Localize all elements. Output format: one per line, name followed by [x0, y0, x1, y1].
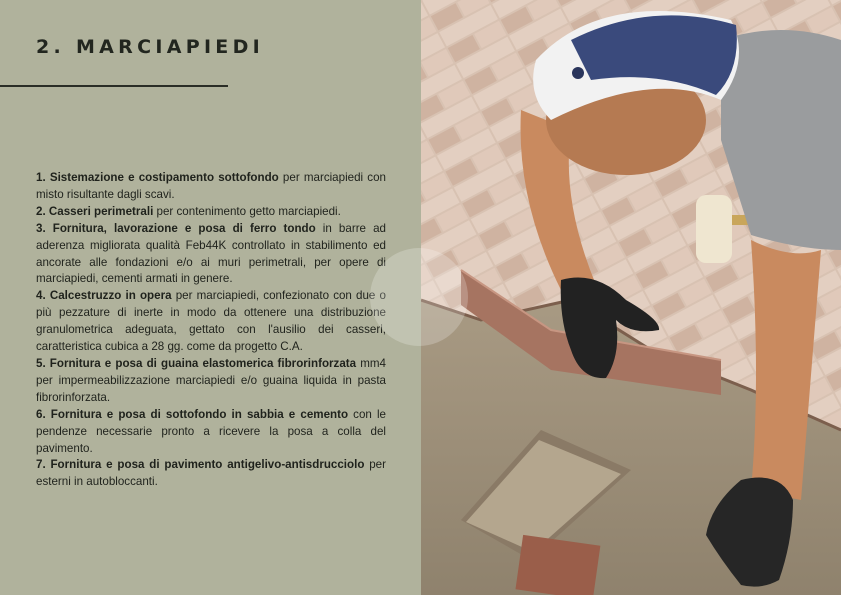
- list-item: [36, 356, 386, 407]
- list-item: [36, 407, 386, 458]
- item-heading: 4. Calcestruzzo in opera: [36, 289, 172, 303]
- item-text: in barre ad aderenza migliorata qualità Feb44K controllato in stabilimento ed ancorate alle fondazioni e/o ai muri perimetrali, per opere di marciapiedi, cementi armati in genere.: [36, 221, 386, 286]
- item-text: per esterni in autobloccanti.: [36, 458, 386, 489]
- item-text: mm4 per impermeabilizzazione marciapiedi e/o guaina liquida in pasta fibrorinforzata.: [36, 356, 387, 404]
- item-text: per marciapiedi con misto risultante dagli scavi.: [36, 171, 386, 201]
- item-text: per contenimento getto marciapiedi.: [153, 204, 341, 218]
- list-item: [36, 221, 386, 289]
- item-heading: 6. Fornitura e posa di sottofondo in sabbia e cemento: [36, 407, 349, 421]
- list-item: [36, 170, 386, 204]
- title-divider: [0, 85, 228, 87]
- watermark-circle: [370, 248, 468, 346]
- item-heading: 3. Fornitura, lavorazione e posa di ferro tondo: [36, 221, 316, 235]
- list-item: [36, 288, 386, 356]
- list-item: [36, 204, 386, 221]
- list-item: [36, 457, 386, 491]
- section-title: 2. MARCIAPIEDI: [36, 36, 265, 58]
- item-heading: 2. Casseri perimetrali: [36, 204, 154, 218]
- item-text: con le pendenze necessarie pronto a ricevere la posa a colla del pavimento.: [36, 407, 386, 455]
- item-heading: 7. Fornitura e posa di pavimento antigelivo-antisdrucciolo: [36, 458, 365, 472]
- paving-worker-photo: [421, 0, 841, 595]
- item-heading: 5. Fornitura e posa di guaina elastomerica fibrorinforzata: [36, 356, 357, 370]
- specification-list: [36, 170, 386, 491]
- item-text: per marciapiedi, confezionato con due o più pezzature di inerte in modo da ottenere una distribuzione granulometrica adeguata, gettato con l'ausilio dei casseri, caratteristica cubica a 28 gg. come da progetto C.A.: [36, 289, 386, 354]
- item-heading: 1. Sistemazione e costipamento sottofondo: [36, 171, 279, 184]
